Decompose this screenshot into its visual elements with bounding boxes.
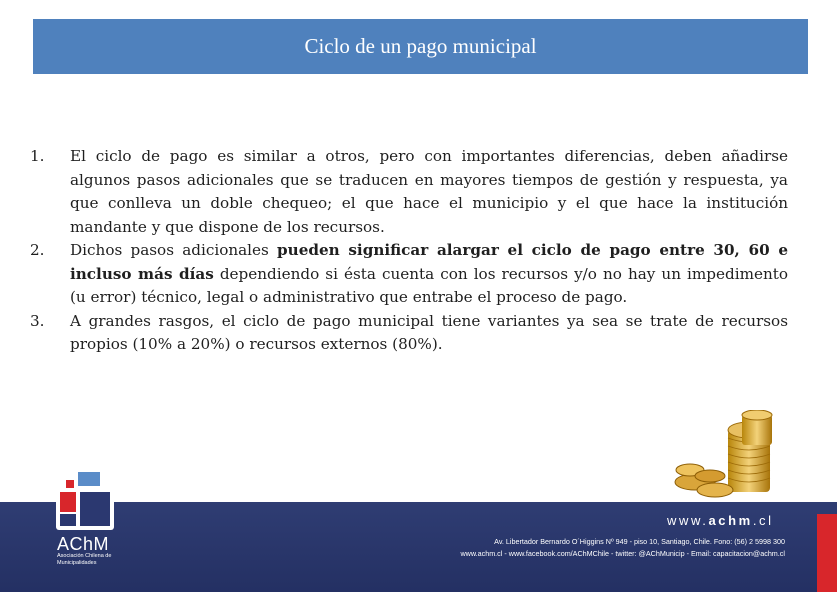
list-text: A grandes rasgos, el ciclo de pago municipal tiene variantes ya sea se trate de recursos propios (10% a 20%) o recursos externos (80%). <box>70 311 788 353</box>
list-text: El ciclo de pago es similar a otros, pero con importantes diferencias, deben añadirse algunos pasos adicionales que se traducen en mayores tiempos de gestión y respuesta, ya que conlleva un doble chequeo; el que hace el municipio y el que hace la institución mandante y que dispone de los recursos. <box>70 147 788 236</box>
list-item <box>30 239 788 310</box>
list-text <box>70 239 788 310</box>
coins-illustration <box>670 410 785 500</box>
brand-subtitle: Asociación Chilena de Municipalidades <box>57 553 112 566</box>
website-suffix: .cl <box>752 513 774 528</box>
list-item <box>30 145 788 239</box>
coin-stack <box>728 410 772 492</box>
footer-accent <box>817 514 837 592</box>
list-number: 1. <box>30 147 45 165</box>
footer-address: Av. Libertador Bernardo O´Higgins Nº 949 - piso 10, Santiago, Chile. Fono: (56) 2 5998 300 <box>494 537 785 546</box>
slide-title-bar <box>33 19 808 74</box>
website-link[interactable] <box>667 513 774 528</box>
list-number: 3. <box>30 311 45 330</box>
content-list <box>30 145 788 357</box>
list-text-start: Dichos pasos adicionales <box>70 241 278 259</box>
brand-name: AChM <box>57 534 110 554</box>
website-prefix: www. <box>667 513 709 528</box>
coin-pile <box>675 464 733 497</box>
list-text-emphasis: pueden significar alargar el ciclo de pago entre 30, 60 e incluso más días <box>70 241 788 283</box>
list-number: 2. <box>30 241 45 259</box>
achm-logo-icon <box>50 468 120 534</box>
website-name: achm <box>708 513 753 528</box>
footer-contacts: www.achm.cl - www.facebook.com/AChMChile - twitter: @AChMunicip - Email: capacitacion@achm.cl <box>460 549 785 558</box>
slide-title: Ciclo de un pago municipal <box>304 34 537 58</box>
list-text-end: dependiendo si ésta cuenta con los recursos y/o no hay un impedimento (u error) técnico, legal o administrativo que entrabe el proceso de pago. <box>70 264 788 306</box>
list-item <box>30 310 788 357</box>
